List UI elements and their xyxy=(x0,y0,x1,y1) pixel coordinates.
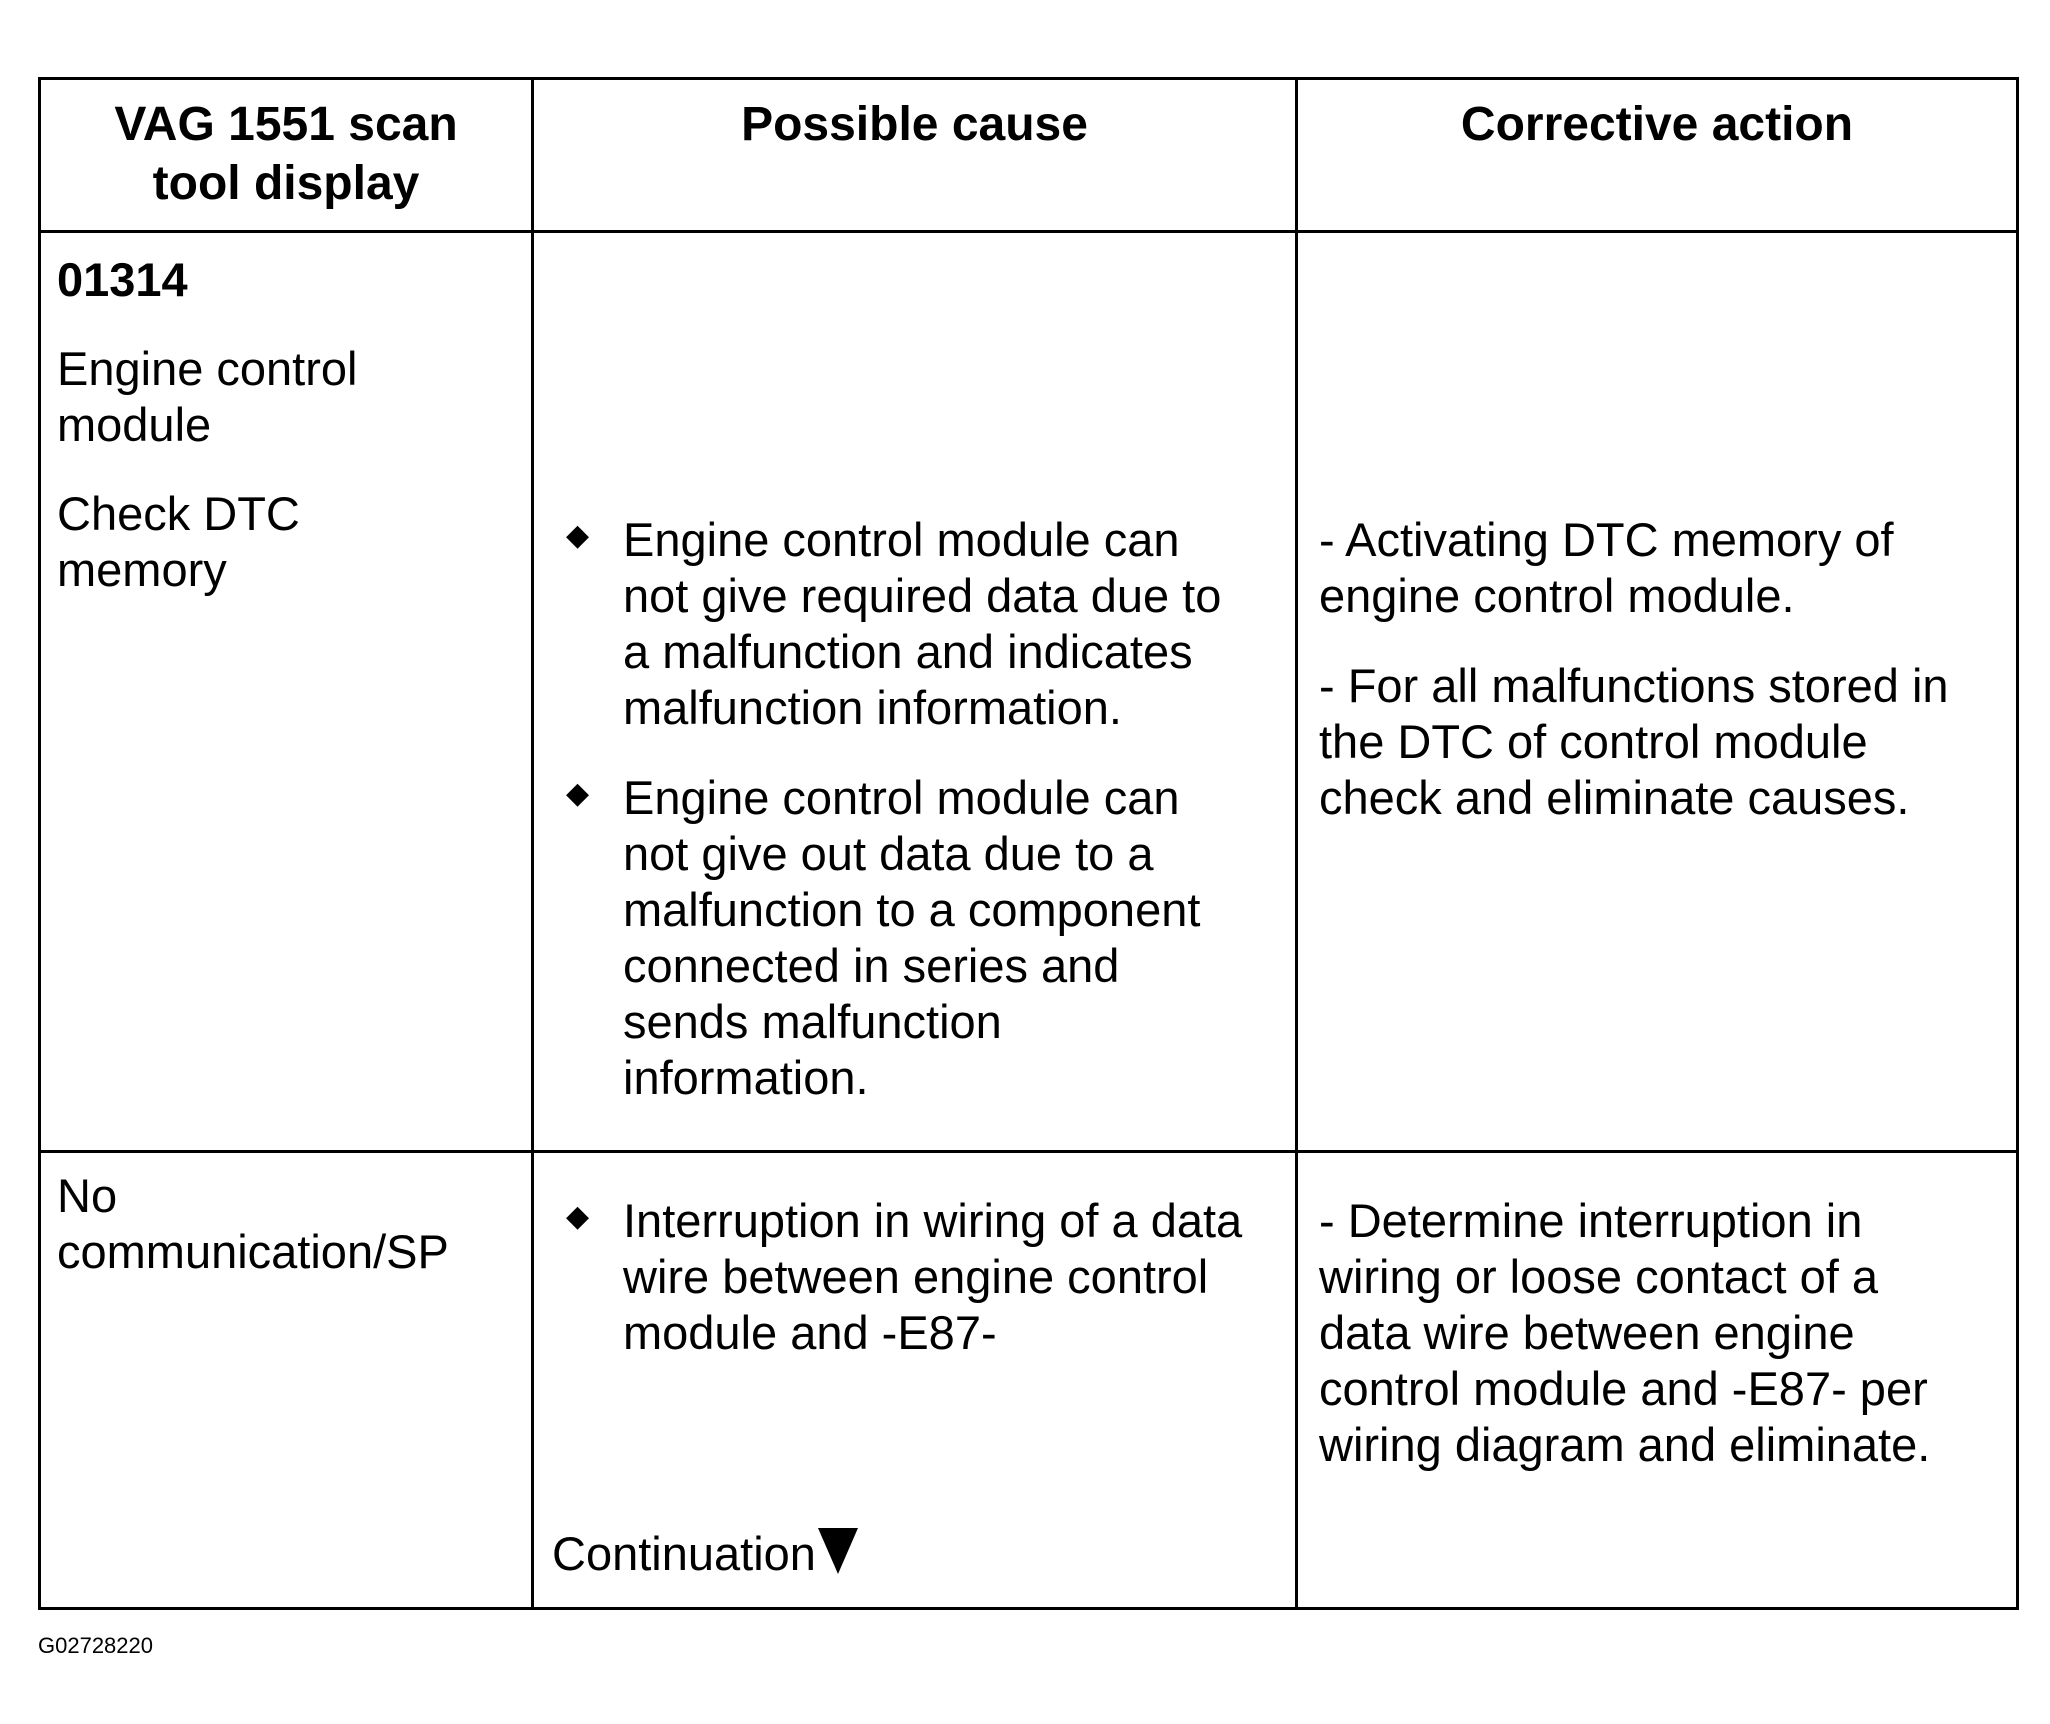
cause-bullet-item: ◆ Interruption in wiring of a data wire between engine control module and -E87- xyxy=(566,1194,1243,1359)
figure-id: G02728220 xyxy=(38,1633,153,1658)
diamond-bullet-icon: ◆ xyxy=(566,777,590,810)
row2-display-cell: No communication/SP xyxy=(57,1169,449,1278)
action-item: - For all malfunctions stored in the DTC of control module check and eliminate causes. xyxy=(1319,659,1949,824)
continuation-marker xyxy=(552,1526,858,1582)
column-divider xyxy=(1295,80,1298,1607)
diamond-bullet-icon: ◆ xyxy=(566,519,590,552)
display-text: Engine control module xyxy=(57,342,358,451)
continuation-label: Continuation xyxy=(552,1527,816,1580)
cause-bullet-item: ◆ Engine control module can not give out data due to a malfunction to a component connected in series and sends malfunction information. xyxy=(566,771,1201,1104)
dtc-code: 01314 xyxy=(57,253,188,306)
header-corrective-action: Corrective action xyxy=(1460,98,1854,151)
header-possible-cause: Possible cause xyxy=(741,98,1088,151)
row-divider xyxy=(41,1150,2016,1153)
display-text: Check DTC memory xyxy=(57,487,300,596)
row2-action-cell: - Determine interruption in wiring or loose contact of a data wire between engine control module and -E87- per wiring diagram and eliminate. xyxy=(1319,1194,1931,1471)
cause-bullet-item: ◆ Engine control module can not give required data due to a malfunction and indicates malfunction information. xyxy=(566,513,1222,734)
row-divider xyxy=(41,230,2016,233)
row1-display-cell xyxy=(57,252,517,598)
diamond-bullet-icon: ◆ xyxy=(566,1200,590,1233)
header-line: tool display xyxy=(152,157,420,210)
row1-cause-cell xyxy=(533,512,1273,1106)
down-triangle-icon xyxy=(818,1528,858,1574)
action-item: - Activating DTC memory of engine control module. xyxy=(1319,513,1894,622)
row2-cause-cell xyxy=(533,1193,1273,1361)
header-scan-tool-display xyxy=(41,95,531,213)
row1-action-cell xyxy=(1319,512,2009,826)
header-line: VAG 1551 scan xyxy=(114,98,458,151)
